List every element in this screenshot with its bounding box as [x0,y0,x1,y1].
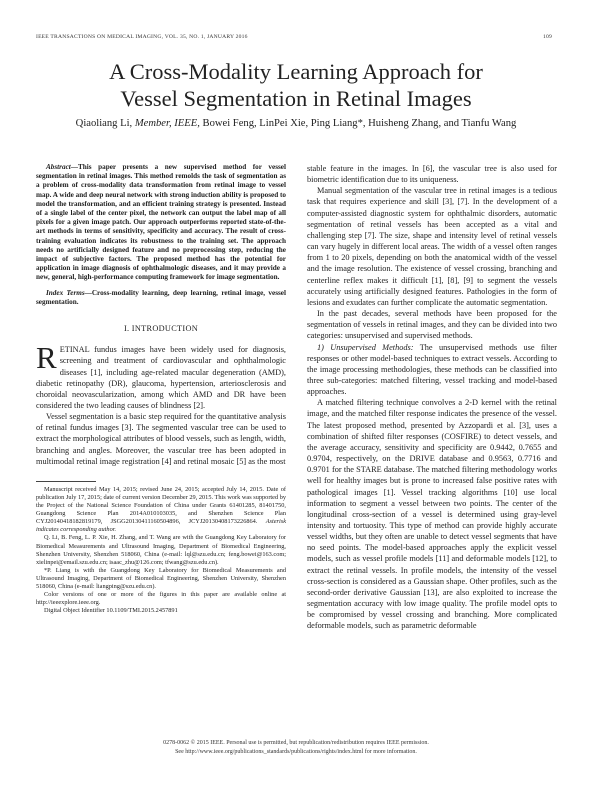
index-terms-label: Index Terms [46,288,85,297]
author-first-role: Member, IEEE, [134,118,200,129]
title-line-1: A Cross-Modality Learning Approach for [109,59,483,84]
footnote-manuscript-text: Manuscript received May 14, 2015; revised June 24, 2015; accepted July 14, 2015. Date of publication July 17, 2015; date of current version December 29, 2015. This work was supported by the Project of the National Science Foundation of China under Grants 61401285, 81401750, Guangdong Science Plan 2014A010103035, and Shenzhen Science Plan CYJ20140418182819179, JSGG20130411160504896, JCYJ20130408173226864. [36,485,286,526]
abstract [36,163,286,283]
footnote-doi: Digital Object Identifier 10.1109/TMI.2015.2457891 [44,607,178,615]
index-terms [36,289,286,307]
subsection-label-unsupervised: 1) Unsupervised Methods: [317,342,414,352]
copyright-line-2: See http://www.ieee.org/publications_standards/publications/rights/index.html for more information. [175,748,417,755]
footnote-manuscript [36,486,286,535]
footnote-color-versions: Color versions of one or more of the figures in this paper are available online at http://ieeexplore.ieee.org. [36,591,286,607]
title-line-2: Vessel Segmentation in Retinal Images [120,86,472,111]
footnote-divider [36,481,96,482]
intro-paragraph-1-text: ETINAL fundus images have been widely used for diagnosis, screening and treatment of cardiovascular and ophthalmologic diseases [1], including age-related macular degeneration (AMD), diabetic retinopathy (DR), glaucoma, hypertension, arteriosclerosis and choroidal neovascularization, among which AMD and DR have been considered the two leading causes of blindness [2]. [36,345,286,410]
abstract-label: Abstract [46,163,71,171]
intro-paragraph-1 [36,340,286,411]
paper-title [40,58,552,112]
right-paragraph-2: In the past decades, several methods have been proposed for the segmentation of vessels in retinal images, and they can be divided into two categories: unsupervised and supervised methods. [307,309,557,341]
author-rest: Bowei Feng, LinPei Xie, Ping Liang*, Huisheng Zhang, and Tianfu Wang [202,118,517,129]
right-paragraph-3-text: The unsupervised methods use filter responses or other model-based techniques to extract vessels. According to the image processing methodologies, these methods can be classified into three sub-categories: matched filtering, vessel tracking and model-based approaches. [307,342,557,397]
abstract-text: —This paper presents a new supervised method for vessel segmentation in retinal images. This method remolds the task of segmentation as a problem of cross-modality data transformation from retinal image to vessel map. A wide and deep neural network with strong induction ability is proposed to model the transformation, and an efficient training strategy is presented. Instead of a single label of the center pixel, the network can output the label map of all pixels for a given image patch. Our approach outperforms reported state-of-the-art methods in terms of sensitivity, specificity and accuracy. The result of cross-training evaluation indicates its robustness to the training set. The approach needs no artificially designed feature and no preprocessing step, reducing the impact of subjective factors. The proposed method has the potential for application in image diagnosis of ophthalmologic diseases, and it may provide a new, general, high-performance computing framework for image segmentation. [36,163,286,282]
section-heading-introduction: I. INTRODUCTION [123,324,199,334]
author-first: Qiaoliang Li, [75,118,133,129]
copyright-footer [40,739,552,756]
drop-cap: R [36,340,57,376]
footnote-asterisk-note: Asterisk indicates corresponding author. [36,518,286,534]
right-paragraph-0: stable feature in the images. In [6], the vascular tree is also used for biometric identification due to its uniqueness. [307,164,557,185]
footnote-corresponding: *P. Liang is with the Guangdong Key Laboratory for Biomedical Measurements and Ultrasound Imaging, Department of Biomedical Engineering, Shenzhen University, Shenzhen 518060, China (e-mail: liangping@szu.edu.cn). [36,566,286,591]
index-terms-text: —Cross-modality learning, deep learning, retinal image, vessel segmentation. [36,288,286,306]
author-list [40,118,552,129]
journal-header: IEEE TRANSACTIONS ON MEDICAL IMAGING, VOL. 35, NO. 1, JANUARY 2016 [36,34,248,40]
right-paragraph-3 [307,342,557,398]
copyright-line-1: 0278-0062 © 2015 IEEE. Personal use is permitted, but republication/redistribution requires IEEE permission. [163,740,429,746]
intro-paragraph-2: Vessel segmentation is a basic step required for the quantitative analysis of retinal fundus images [3]. The segmented vascular tree can be used to extract the morphological attributes of blood vessels, such as length, width, branching and angles. Moreover, the vascular tree has been adopted in multimodal retinal image registration [4] and retinal mosaic [5] as the most [36,412,287,466]
right-paragraph-4: A matched filtering technique convolves a 2-D kernel with the retinal image, and the matched filter response indicates the presence of the vessel. The latest proposed method, presented by Azzopardi et al. [3], uses a combination of shifted filter responses (COSFIRE) to detect vessels, and the average accuracy, sensitivity and specificity are 0.9442, 0.7655 and 0.9704, respectively, on the DRIVE database and 0.9563, 0.7716 and 0.9701 for the STARE database. The matched filtering methodology works well for healthy images but is prone to increased false positive rates with pathological images [1]. Vessel tracking algorithms [10] use local information to segment a vessel between two points. The center of the longitudinal cross-section of a vessel is determined using gray-level intensity and tortuosity. This type of method can provide highly accurate vessel widths, but they often are unable to detect vessel segments that have no seed points. The model-based approaches apply the explicit vessel models, such as vessel profile models [11] and deformable models [12], to extract the retinal vessels. In profile models, the intensity of the vessel cross-section is considered as a Gaussian shape. Other profiles, such as the second-order derivative Gaussian [13], are also exploited to increase the segmentation accuracy with low image quality. The profile model opts to be compromised by vessel crossing and branching. More complicated deformable models, such as parametric deformable [307,398,557,631]
page-number: 109 [543,34,552,40]
right-paragraph-1: Manual segmentation of the vascular tree in retinal images is a tedious task that requires experience and skill [3], [7]. In the development of a computer-assisted diagnostic system for ophthalmic disorders, automatic segmentation of retinal vessels has been accepted as a vital and challenging step [7]. The size, shape and intensity level of retinal vessels can vary hugely in different local areas. The width of a vessel often ranges from 1 to 20 pixels, depending on both the anatomical width of the vessel and the image resolution. The existence of vessel crossing, branching and centerline reflex makes it difficult [1], [8], [9] to segment the vessels accurately using artificially designed features. Pathologies in the form of lesions and exudates can further complicate the automatic segmentation. [307,186,557,307]
left-column [36,163,286,615]
footnote-affiliation: Q. Li, B. Feng, L. P. Xie, H. Zhang, and T. Wang are with the Guangdong Key Laboratory for Biomedical Measurements and Ultrasound Imaging, Department of Biomedical Engineering, Shenzhen University, Shenzhen 518060, China (e-mail: lql@szu.edu.cn; feng.bowei@163.com; xielinpei@email.szu.edu.cn; isaac_zhu@126.com; tfwang@szu.edu.cn). [36,534,286,566]
right-column [307,163,557,632]
